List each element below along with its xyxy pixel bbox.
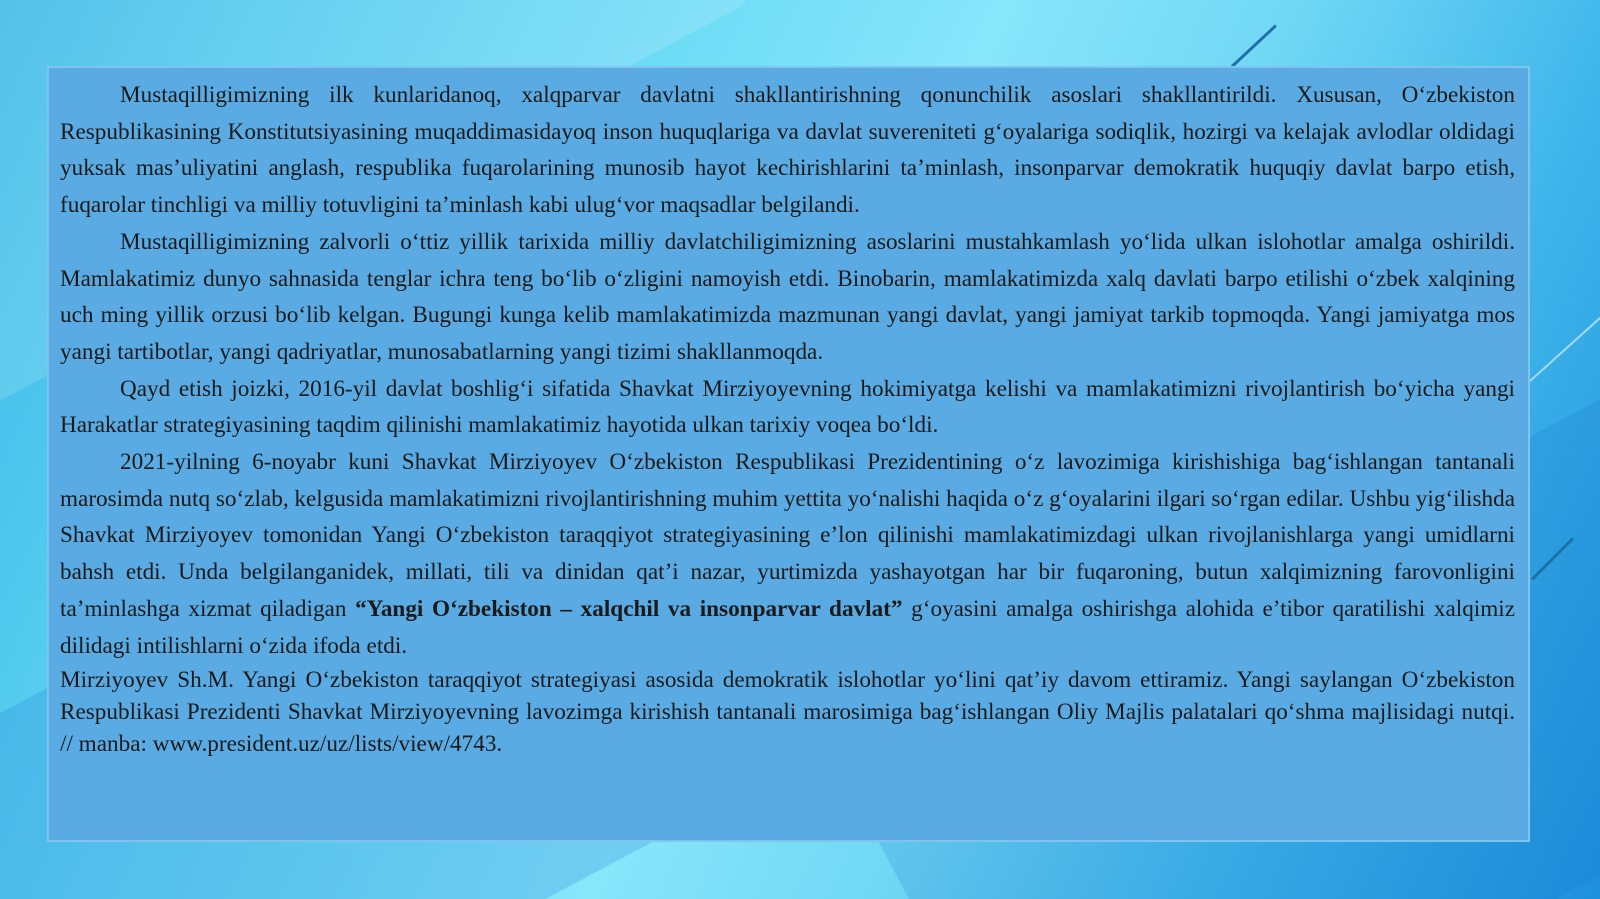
paragraph-4-text-end: g‘oyasini amalga oshirishga alohida e’tibor qaratilishi xalqimiz dilidagi intilishlarni o‘zida ifoda etdi. <box>60 595 1516 659</box>
citation: Mirziyoyev Sh.M. Yangi O‘zbekiston taraqqiyot strategiyasi asosida demokratik islohotlar yo‘lini qat’iy davom ettiramiz. Yangi saylangan O‘zbekiston Respublikasi Prezidenti Shavkat Mirziyoyevning lavozimga kirishish tantanali marosimiga bag‘ishlangan Oliy Majlis palatalari qo‘shma majlisidagi nutqi. // manba: www.president.uz/uz/lists/view/4743. <box>60 667 1515 758</box>
decorative-slash <box>1531 537 1574 580</box>
text-card <box>47 66 1530 842</box>
decorative-slash <box>1231 24 1277 67</box>
paragraph-4-bold-quote: “Yangi O‘zbekiston – xalqchil va insonparvar davlat” <box>355 595 903 622</box>
paragraph-4-text: 2021-yilning 6-noyabr kuni Shavkat Mirziyoyev O‘zbekiston Respublikasi Prezidentining o‘z lavozimiga kirishishiga bag‘ishlangan tantanali marosimda nutq so‘zlab, kelgusida mamlakatimizni rivojlantirishning muhim yettita yo‘nalishi haqida o‘z g‘oyalarini ilgari so‘rgan edilar. Ushbu yig‘ilishda Shavkat Mirziyoyev tomonidan Yangi O‘zbekiston taraqqiyot strategiyasining e’lon qilinishi mamlakatimizdagi ulkan rivojlanishlarga yangi umidlarni bahsh etdi. Unda belgilanganidek, millati, tili va dinidan qat’i nazar, yurtimizda yashayotgan har bir fuqaroning, butun xalqimizning farovonligini ta’minlashga xizmat qiladigan <box>60 449 1515 622</box>
paragraph-4 <box>60 444 1515 664</box>
paragraph-2: Mustaqilligimizning zalvorli o‘ttiz yillik tarixida milliy davlatchiligimizning asoslarini mustahkamlash yo‘lida ulkan islohotlar amalga oshirildi. Mamlakatimiz dunyo sahnasida tenglar ichra teng bo‘lib o‘zligini namoyish etdi. Binobarin, mamlakatimizda xalq davlati barpo etilishi o‘zbek xalqining uch ming yillik orzusi bo‘lib kelgan. Bugungi kunga kelib mamlakatimizda mazmunan yangi davlat, yangi jamiyat tarkib topmoqda. Yangi jamiyatga mos yangi tartibotlar, yangi qadriyatlar, munosabatlarning yangi tizimi shakllanmoqda. <box>60 228 1515 365</box>
decorative-slash <box>1529 317 1600 382</box>
paragraph-3: Qayd etish joizki, 2016-yil davlat boshlig‘i sifatida Shavkat Mirziyoyevning hokimiyatga kelishi va mamlakatimizni rivojlantirish bo‘yicha yangi Harakatlar strategiyasining taqdim qilinishi mamlakatimiz hayotida ulkan tarixiy voqea bo‘ldi. <box>60 375 1515 439</box>
paragraph-1: Mustaqilligimizning ilk kunlaridanoq, xalqparvar davlatni shakllantirishning qonunchilik asoslari shakllantirildi. Xususan, O‘zbekiston Respublikasining Konstitutsiyasining muqaddimasidayoq inson huquqlariga va davlat suvereniteti g‘oyalariga sodiqlik, hozirgi va kelajak avlodlar oldidagi yuksak mas’uliyatini anglash, respublika fuqarolarining munosib hayot kechirishlarini ta’minlash, insonparvar demokratik huquqiy davlat barpo etish, fuqarolar tinchligi va milliy totuvligini ta’minlash kabi ulug‘vor maqsadlar belgilandi. <box>60 82 1515 219</box>
